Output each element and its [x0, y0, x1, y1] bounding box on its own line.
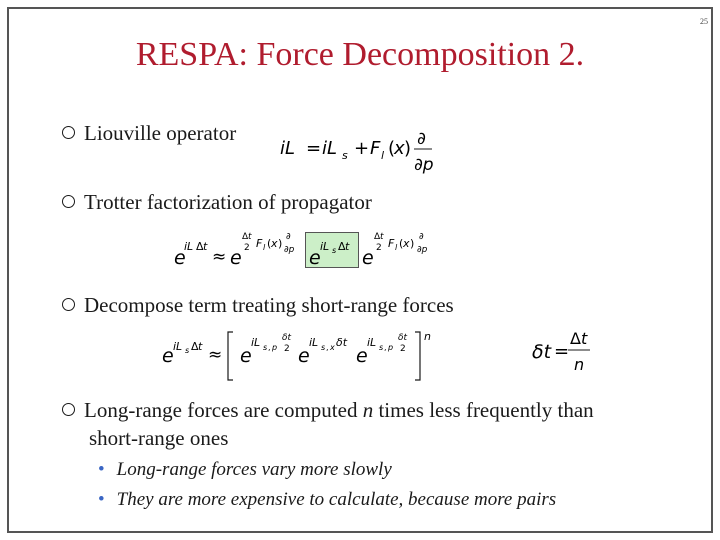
svg-text:∂: ∂: [286, 232, 291, 242]
svg-text:δt: δt: [398, 333, 408, 343]
svg-text:e: e: [230, 247, 242, 269]
bullet-text: Trotter factorization of propagator: [84, 190, 372, 214]
svg-text:=: =: [306, 138, 322, 159]
svg-text:=: =: [554, 341, 570, 362]
svg-text:n: n: [424, 330, 431, 343]
svg-text:∂p: ∂p: [414, 155, 434, 175]
sub-bullet-text: Long-range forces vary more slowly: [116, 459, 392, 480]
svg-text:): ): [410, 237, 415, 250]
sub-bullet-expensive: [98, 489, 556, 511]
svg-text:s: s: [321, 343, 326, 352]
trotter-equation: [172, 228, 442, 274]
svg-text:t: t: [248, 232, 252, 242]
svg-text:Δ: Δ: [196, 240, 204, 253]
liouville-equation: [278, 124, 438, 180]
svg-text:(: (: [267, 237, 272, 250]
sub-bullet-text: They are more expensive to calculate, because more pairs: [116, 489, 557, 510]
svg-text:,: ,: [268, 343, 271, 352]
svg-text:t: t: [380, 232, 384, 242]
svg-text:s: s: [342, 149, 348, 162]
bullet-decompose: [62, 293, 454, 318]
svg-text:iL: iL: [367, 336, 377, 349]
bullet-ring-icon: [62, 403, 75, 416]
svg-text:2: 2: [400, 344, 406, 354]
svg-text:iL: iL: [280, 138, 296, 159]
svg-text:e: e: [162, 345, 174, 367]
svg-text:∂: ∂: [417, 129, 426, 149]
svg-text:x: x: [403, 237, 410, 250]
svg-text:t: t: [203, 240, 208, 253]
svg-text:2: 2: [244, 243, 250, 253]
svg-text:t: t: [345, 240, 350, 253]
svg-text:iL: iL: [309, 336, 319, 349]
svg-text:iL: iL: [184, 240, 194, 253]
page-number: 25: [700, 17, 708, 26]
svg-text:∂p: ∂p: [284, 245, 295, 255]
svg-text:δt: δt: [282, 333, 292, 343]
svg-text:Δ: Δ: [374, 232, 381, 242]
svg-text:e: e: [356, 345, 368, 367]
svg-text:x: x: [271, 237, 278, 250]
bullet-ring-icon: [62, 126, 75, 139]
svg-text:l: l: [395, 243, 398, 252]
bullet-text: Decompose term treating short-range forces: [84, 293, 454, 317]
svg-text:F: F: [370, 138, 381, 159]
decomposition-equation: [160, 328, 600, 384]
svg-text:iL: iL: [320, 240, 330, 253]
svg-text:≈: ≈: [212, 247, 227, 267]
svg-text:,: ,: [384, 343, 387, 352]
svg-text:s: s: [379, 343, 384, 352]
svg-text:F: F: [388, 237, 395, 250]
svg-text:(: (: [399, 237, 404, 250]
svg-text:iL: iL: [251, 336, 261, 349]
svg-text:2: 2: [376, 243, 382, 253]
svg-text:Δ: Δ: [570, 329, 581, 348]
svg-text:e: e: [309, 247, 321, 269]
svg-text:iL: iL: [322, 138, 338, 159]
bullet-trotter: [62, 190, 372, 215]
svg-text:(: (: [388, 138, 396, 159]
svg-text:e: e: [174, 247, 186, 269]
svg-text:t: t: [198, 340, 203, 353]
sub-bullet-dot-icon: •: [98, 489, 105, 510]
svg-text:l: l: [381, 149, 385, 162]
bullet-liouville: [62, 121, 236, 146]
svg-text:,: ,: [326, 343, 329, 352]
svg-text:e: e: [298, 345, 310, 367]
bullet-text-rest: times less frequently than: [373, 398, 594, 422]
svg-text:s: s: [263, 343, 268, 352]
svg-text:iL: iL: [173, 340, 183, 353]
svg-text:t: t: [581, 329, 588, 348]
svg-text:): ): [278, 237, 283, 250]
svg-text:≈: ≈: [208, 345, 223, 365]
bullet-ring-icon: [62, 298, 75, 311]
svg-text:e: e: [362, 247, 374, 269]
svg-text:Δ: Δ: [191, 340, 199, 353]
svg-text:x: x: [394, 138, 405, 159]
svg-text:2: 2: [284, 344, 290, 354]
svg-text:Δ: Δ: [242, 232, 249, 242]
bullet-italic-n: n: [362, 398, 374, 422]
svg-text:F: F: [256, 237, 263, 250]
svg-text:s: s: [185, 346, 190, 355]
svg-text:s: s: [332, 246, 337, 255]
bullet-long-range-continuation: short-range ones: [89, 426, 229, 450]
sub-bullet-dot-icon: •: [98, 459, 105, 480]
svg-text:p: p: [272, 343, 278, 352]
svg-text:e: e: [240, 345, 252, 367]
bullet-ring-icon: [62, 195, 75, 208]
svg-text:p: p: [388, 343, 394, 352]
svg-text:+: +: [354, 138, 370, 159]
svg-text:∂p: ∂p: [417, 245, 428, 255]
svg-text:): ): [404, 138, 412, 159]
svg-text:n: n: [574, 355, 585, 374]
svg-text:Δ: Δ: [338, 240, 346, 253]
svg-text:∂: ∂: [419, 232, 424, 242]
svg-text:l: l: [263, 243, 266, 252]
svg-text:δt: δt: [336, 336, 348, 349]
bullet-text: Liouville operator: [84, 121, 237, 145]
sub-bullet-vary-slowly: [98, 459, 392, 481]
slide-title: RESPA: Force Decomposition 2.: [135, 36, 585, 73]
svg-text:x: x: [330, 343, 335, 352]
bullet-long-range: [62, 398, 594, 423]
svg-text:δt: δt: [532, 341, 552, 363]
bullet-text: Long-range forces are computed: [84, 398, 363, 422]
